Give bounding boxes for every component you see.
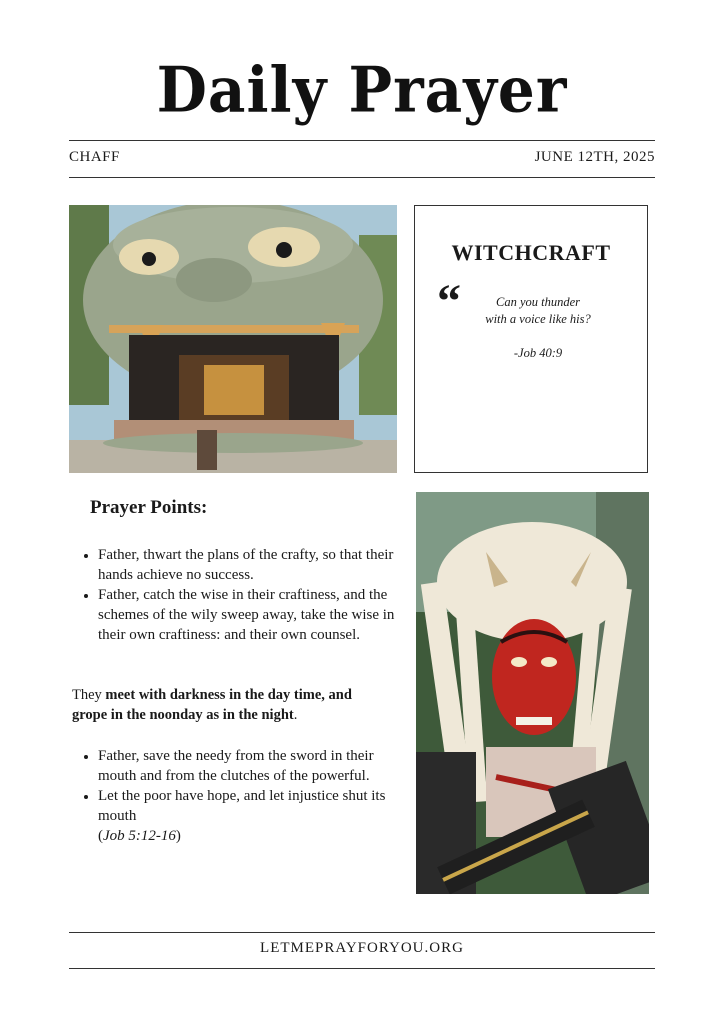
list-item [98, 786, 398, 846]
quote-mark-icon: “ [437, 275, 461, 328]
list-item: • Father, thwart the plans of the crafty, so that their hands achieve no success. [98, 545, 398, 585]
paragraph-prefix: They [72, 687, 106, 703]
list-item: • Father, catch the wise in their craftiness, and the schemes of the wily sweep away, take the wise in their own craftiness: and their own counsel. [98, 585, 398, 645]
prayer-list-2 [80, 746, 398, 846]
masthead-title: Daily Prayer [156, 53, 568, 127]
footer-site[interactable]: LETMEPRAYFORYOU.ORG [260, 940, 464, 956]
scripture-paragraph [72, 685, 372, 725]
header-rule-top [69, 140, 655, 141]
quote-reference: -Job 40:9 [513, 346, 563, 360]
prayer-points-heading: Prayer Points: [90, 497, 208, 518]
prayer-list-1 [80, 545, 398, 645]
issue-date: JUNE 12TH, 2025 [534, 149, 655, 165]
footer-rule-top [69, 932, 655, 933]
quote-line-1: Can you thunder [495, 295, 581, 309]
oni-mask-performer-photo [416, 492, 649, 894]
header-rule-bottom [69, 177, 655, 178]
footer-rule-bottom [69, 968, 655, 969]
section-label: CHAFF [69, 149, 120, 165]
ref-open: ( [98, 828, 103, 844]
paragraph-suffix: . [293, 707, 298, 723]
paragraph-bold: meet with darkness in the day time, and grope in the noonday as in the night [72, 687, 352, 723]
quote-box [414, 205, 648, 473]
list-item-text: Let the poor have hope, and let injustice shut its mouth [98, 788, 386, 824]
scripture-reference [98, 826, 398, 846]
quote-title: WITCHCRAFT [451, 240, 611, 265]
quote-line-2: with a voice like his? [485, 312, 591, 326]
lion-head-shrine-photo [69, 205, 397, 473]
ref-close: ) [175, 828, 181, 844]
scripture-reference-text: Job 5:12-16 [103, 828, 176, 844]
quote-text [473, 294, 603, 328]
list-item: • Father, save the needy from the sword in their mouth and from the clutches of the powerful. [98, 746, 398, 786]
